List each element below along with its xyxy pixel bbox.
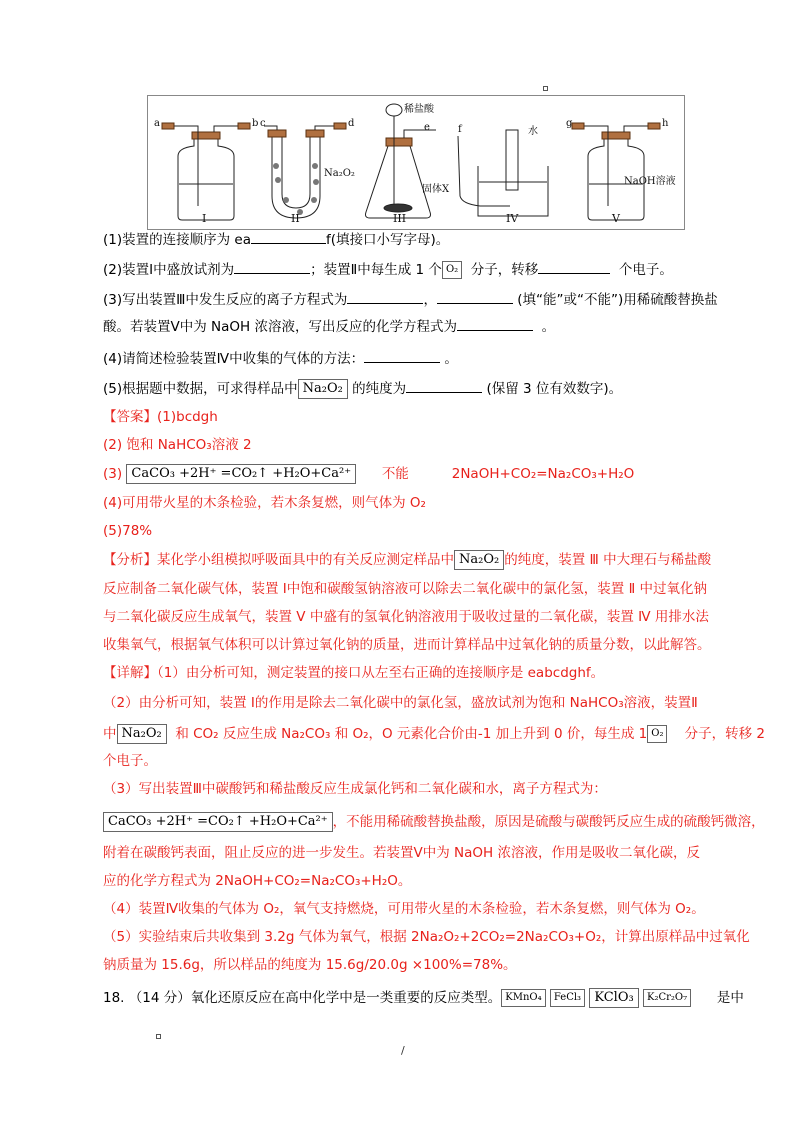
naoh-label: NaOH溶液 — [624, 176, 676, 187]
detail-label: 【详解】 — [103, 665, 157, 681]
formula-k2cr2o7: K₂Cr₂O₇ — [643, 989, 691, 1007]
answer-5: (5)78% — [103, 523, 153, 539]
device-4-label: IV — [506, 212, 519, 225]
detail-line-4: （4）装置Ⅳ收集的气体为 O₂，氧气支持燃烧，可用带火星的木条检验，若木条复燃，则气体为 O₂。 — [103, 901, 705, 917]
question-3: (3)写出装置Ⅲ中发生反应的离子方程式为 ， (填“能”或“不能”)用稀硫酸替换盐 — [103, 289, 718, 309]
port-f: f — [458, 124, 462, 135]
analysis-line-3: 与二氧化碳反应生成氧气，装置 Ⅴ 中盛有的氢氧化钠溶液用于吸收过量的二氧化碳，装置 Ⅳ 用排水法 — [103, 609, 709, 625]
detail-line-2: （2）由分析可知，装置 Ⅰ的作用是除去二氧化碳中的氯化氢，盛放试剂为饱和 NaHCO₃溶液，装置Ⅱ — [103, 695, 698, 711]
answer-blank[interactable] — [406, 378, 482, 393]
question-1: (1)装置的连接顺序为 ea f(填接口小写字母)。 — [103, 229, 449, 249]
formula-kclo3: KClO₃ — [589, 988, 638, 1008]
question-5: (5)根据题中数据，可求得样品中 Na₂O₂ 的纯度为 (保留 3 位有效数字)。 — [103, 378, 622, 399]
detail-line-2c: 个电子。 — [103, 753, 157, 769]
apparatus-drawing — [148, 96, 684, 229]
analysis-line-4: 收集氧气，根据氧气体积可以计算过氧化钠的质量，进而计算样品中过氧化钠的质量分数，以此解答。 — [103, 637, 711, 653]
detail-line-5b: 钠质量为 15.6g，所以样品的纯度为 15.6g/20.0g ×100%=78%。 — [103, 957, 517, 973]
answer-label: 【答案】 — [103, 409, 157, 425]
na2o2-label: Na₂O₂ — [324, 168, 355, 179]
answer-1: 【答案】(1)bcdgh — [103, 409, 218, 425]
question-4: (4)请简述检验装置Ⅳ中收集的气体的方法： 。 — [103, 348, 458, 368]
answer-2: (2) 饱和 NaHCO₃溶液 2 — [103, 437, 252, 453]
device-3-label: III — [393, 212, 407, 225]
detail-line-3: （3）写出装置Ⅲ中碳酸钙和稀盐酸反应生成氯化钙和二氧化碳和水，离子方程式为： — [103, 781, 607, 797]
detail-line-3d: 应的化学方程式为 2NaOH+CO₂=Na₂CO₃+H₂O。 — [103, 873, 412, 889]
answer-3: (3) CaCO₃ +2H⁺ =CO₂↑ +H₂O+Ca²⁺ 不能 2NaOH+CO₂=Na₂CO₃+H₂O — [103, 466, 635, 482]
bottom-mark — [156, 1034, 161, 1039]
question-18: 18. （14 分）氧化还原反应在高中化学中是一类重要的反应类型。 KMnO₄ FeCl₃ KClO₃ K₂Cr₂O₇ 是中 — [103, 990, 744, 1006]
answer-blank[interactable] — [347, 289, 423, 304]
device-1-label: I — [202, 212, 207, 225]
port-a: a — [154, 118, 160, 129]
answer-blank[interactable] — [437, 289, 513, 304]
port-e: e — [424, 122, 430, 133]
equation-box: CaCO₃ +2H⁺ =CO₂↑ +H₂O+Ca²⁺ — [103, 812, 333, 832]
detail-line-5: （5）实验结束后共收集到 3.2g 气体为氧气，根据 2Na₂O₂+2CO₂=2Na₂CO₃+O₂，计算出原样品中过氧化 — [103, 929, 750, 945]
corner-mark — [543, 86, 548, 91]
formula-box: Na₂O₂ — [117, 724, 167, 744]
analysis-line-2: 反应制备二氧化碳气体，装置 Ⅰ中饱和碳酸氢钠溶液可以除去二氧化碳中的氯化氢，装置 Ⅱ 中过氧化钠 — [103, 581, 707, 597]
formula-kmno4: KMnO₄ — [501, 989, 545, 1007]
answer-4: (4)可用带火星的木条检验，若木条复燃，则气体为 O₂ — [103, 495, 426, 511]
question-2: (2)装置Ⅰ中盛放试剂为 ；装置Ⅱ中每生成 1 个 O₂ 分子，转移 个电子。 — [103, 259, 673, 279]
water-label: 水 — [528, 126, 538, 137]
port-b: b — [252, 118, 259, 129]
answer-blank[interactable] — [364, 348, 440, 363]
formula-fecl3: FeCl₃ — [550, 989, 585, 1007]
device-2-label: II — [291, 212, 300, 225]
question-3-cont: 酸。若装置Ⅴ中为 NaOH 浓溶液，写出反应的化学方程式为 。 — [103, 316, 555, 336]
answer-blank[interactable] — [234, 259, 310, 274]
port-c: c — [260, 118, 266, 129]
answer-blank[interactable] — [251, 229, 326, 244]
port-h: h — [662, 118, 669, 129]
device-5-label: V — [612, 212, 620, 225]
analysis-line-1: 【分析】某化学小组模拟呼吸面具中的有关反应测定样品中 Na₂O₂ 的纯度，装置 Ⅲ 中大理石与稀盐酸 — [103, 552, 712, 568]
answer-blank[interactable] — [538, 259, 610, 274]
analysis-label: 【分析】 — [103, 552, 157, 568]
acid-label: 稀盐酸 — [404, 104, 434, 115]
detail-line-3b: CaCO₃ +2H⁺ =CO₂↑ +H₂O+Ca²⁺ ，不能用稀硫酸替换盐酸，原因是硫酸与碳酸钙反应生成的硫酸钙微溶， — [103, 812, 765, 832]
apparatus-figure — [147, 95, 685, 230]
formula-box: O₂ — [647, 725, 667, 743]
detail-line-3c: 附着在碳酸钙表面，阻止反应的进一步发生。若装置Ⅴ中为 NaOH 浓溶液，作用是吸收二氧化碳，反 — [103, 845, 700, 861]
equation-box: CaCO₃ +2H⁺ =CO₂↑ +H₂O+Ca²⁺ — [126, 464, 356, 484]
page-footer-mark: / — [401, 1044, 405, 1057]
port-d: d — [348, 118, 355, 129]
formula-box: Na₂O₂ — [454, 550, 504, 570]
port-g: g — [566, 118, 573, 129]
answer-blank[interactable] — [457, 316, 533, 331]
formula-box: O₂ — [442, 261, 462, 279]
detail-line-2b: 中 Na₂O₂ 和 CO₂ 反应生成 Na₂CO₃ 和 O₂，O 元素化合价由-1 加上升到 0 价，每生成 1 O₂ 分子，转移 2 — [103, 726, 766, 742]
formula-box: Na₂O₂ — [298, 379, 348, 399]
solid-x-label: 固体X — [422, 184, 450, 195]
detail-line-1: 【详解】（1）由分析可知，测定装置的接口从左至右正确的连接顺序是 eabcdghf。 — [103, 665, 605, 681]
